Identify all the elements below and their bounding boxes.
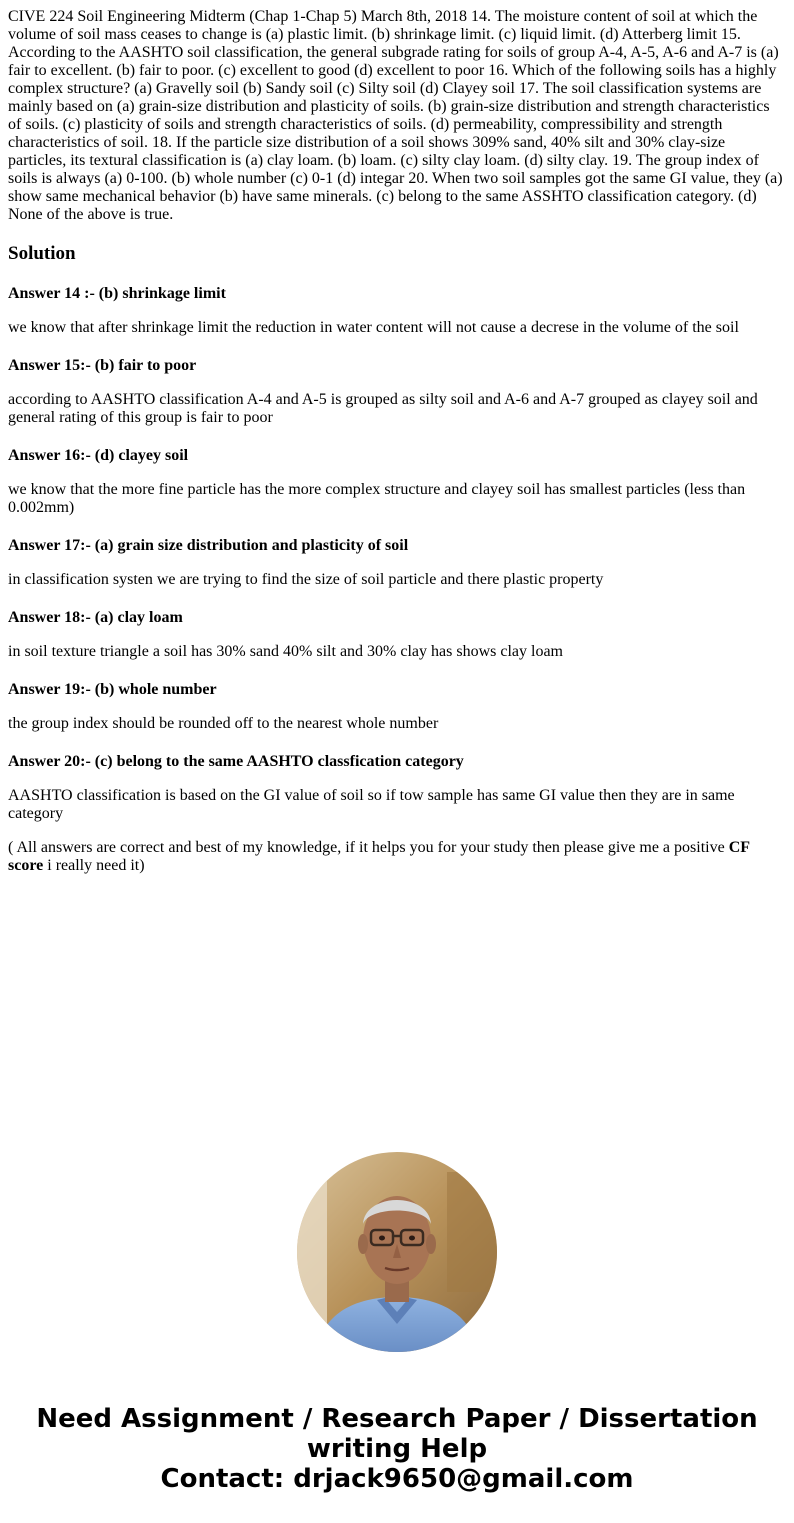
answer-20-heading: Answer 20:- (c) belong to the same AASHTO classfication category — [8, 753, 464, 770]
closing-note-start: ( All answers are correct and best of my knowledge, if it helps you for your study then please give me a positive — [8, 839, 729, 856]
answer-18-explanation: in soil texture triangle a soil has 30% sand 40% silt and 30% clay has shows clay loam — [8, 643, 563, 660]
answer-15-explanation: according to AASHTO classification A-4 and A-5 is grouped as silty soil and A-6 and A-7 grouped as clayey soil and general rating of this group is fair to poor — [8, 391, 758, 426]
author-portrait-illustration — [297, 1152, 497, 1352]
promo-headline: Need Assignment / Research Paper / Dissertation writing Help — [36, 1404, 758, 1464]
answer-17-explanation: in classification systen we are trying to find the size of soil particle and there plastic property — [8, 571, 604, 588]
answer-20-explanation: AASHTO classification is based on the GI value of soil so if tow sample has same GI value then they are in same category — [8, 787, 735, 822]
author-avatar — [297, 1152, 497, 1352]
answer-16-heading: Answer 16:- (d) clayey soil — [8, 447, 189, 464]
answer-19-heading: Answer 19:- (b) whole number — [8, 681, 217, 698]
cf-score-emphasis: CF score — [8, 839, 750, 874]
answer-19-explanation: the group index should be rounded off to the nearest whole number — [8, 715, 439, 732]
answer-18-heading: Answer 18:- (a) clay loam — [8, 609, 183, 626]
answer-16-explanation: we know that the more fine particle has the more complex structure and clayey soil has smallest particles (less than 0.002mm) — [8, 481, 746, 516]
solution-heading: Solution — [8, 243, 76, 264]
closing-note — [8, 839, 786, 875]
answer-17-heading: Answer 17:- (a) grain size distribution and plasticity of soil — [8, 537, 409, 554]
answer-14-heading: Answer 14 :- (b) shrinkage limit — [8, 285, 226, 302]
closing-note-end: i really need it) — [43, 857, 145, 874]
answer-15-heading: Answer 15:- (b) fair to poor — [8, 357, 197, 374]
promo-banner — [0, 1404, 794, 1494]
promo-contact: Contact: drjack9650@gmail.com — [160, 1464, 634, 1494]
question-text: CIVE 224 Soil Engineering Midterm (Chap 1-Chap 5) March 8th, 2018 14. The moisture content of soil at which the volume of soil mass ceases to change is (a) plastic limit. (b) shrinkage limit. (c) liquid limit. (d) Atterberg limit 15. According to the AASHTO soil classification, the general subgrade rating for soils of group A-4, A-5, A-6 and A-7 is (a) fair to excellent. (b) fair to poor. (c) excellent to good (d) excellent to poor 16. Which of the following soils has a highly complex structure? (a) Gravelly soil (b) Sandy soil (c) Silty soil (d) Clayey soil 17. The soil classification systems are mainly based on (a) grain-size distribution and plasticity of soils. (b) grain-size distribution and strength characteristics of soils. (c) plasticity of soils and strength characteristics of soils. (d) permeability, compressibility and strength characteristics of soil. 18. If the particle size distribution of a soil shows 309% sand, 40% silt and 30% clay-size particles, its textural classification is (a) clay loam. (b) loam. (c) silty clay loam. (d) silty clay. 19. The group index of soils is always (a) 0-100. (b) whole number (c) 0-1 (d) integar 20. When two soil samples got the same GI value, they (a) show same mechanical behavior (b) have same minerals. (c) belong to the same ASSHTO classification category. (d) None of the above is true. — [8, 8, 783, 223]
answer-14-explanation: we know that after shrinkage limit the reduction in water content will not cause a decrese in the volume of the soil — [8, 319, 739, 336]
